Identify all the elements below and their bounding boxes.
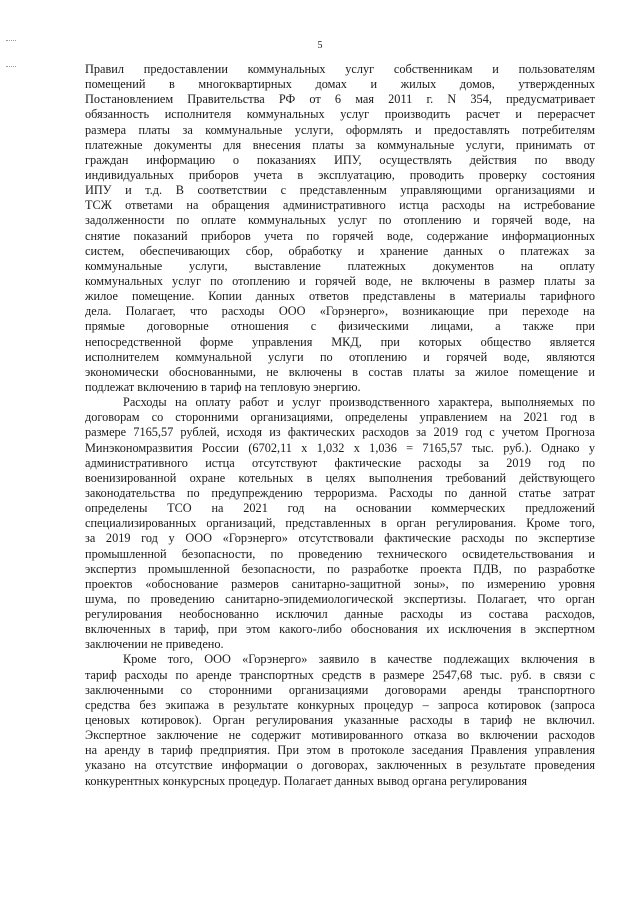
text-line: тариф расходы по аренде транспортных средств в размере 2547,68 тыс. руб. в связи с: [85, 667, 595, 682]
text-line: снятие показаний приборов учета по горячей воде, содержание информационных: [85, 228, 595, 243]
text-line: размера платы за коммунальные услуги, оформлять и предоставлять потребителям: [85, 122, 595, 137]
text-line: определены ТСО на 2021 год на основании коммерческих предложений: [85, 501, 595, 516]
page-number: 5: [317, 40, 323, 51]
text-line: договорам со сторонними организациями, определены управлением на 2021 год в: [85, 410, 595, 425]
text-line: обязанность исполнителя коммунальных услуг производить расчет и перерасчет: [85, 107, 595, 122]
text-line: ценовых котировок). Орган регулирования указанные расходы в тариф не включил.: [85, 713, 595, 728]
paragraph: [85, 62, 595, 395]
text-line: на аренду в тариф предприятия. При этом в протоколе заседания Правления управления: [85, 743, 595, 758]
text-line: подлежат включению в тариф на тепловую энергию.: [85, 379, 361, 394]
text-line: дела. Полагает, что расходы ООО «Горэнерго», возникающие при переходе на: [85, 304, 595, 319]
text-line: административного истца отсутствуют фактические расходы за 2019 год по: [85, 455, 595, 470]
text-line: законодательства по предупреждению терроризма. Расходы по данной статье затрат: [85, 485, 595, 500]
text-line: непосредственной форме управления МКД, при которых общество является: [85, 334, 595, 349]
paragraph: [85, 652, 595, 788]
text-line: индивидуальных приборов учета в эксплуатацию, проводить проверку состояния: [85, 167, 595, 182]
text-line: экономически обоснованными, не включены в состав платы за жилое помещение и: [85, 364, 595, 379]
text-line: конкурентных конкурсных процедур. Полагает данных вывод органа регулирования: [85, 773, 528, 788]
document-body: [85, 62, 595, 789]
paragraph: [85, 395, 595, 652]
text-line: прямые договорные отношения с физическими лицами, а также при: [85, 319, 595, 334]
text-line: средства без экипажа в результате конкурных процедур – запроса котировок (запроса: [85, 697, 595, 712]
text-line: коммунальных услуг по отоплению и горячей воде, не включены в размер платы за: [85, 273, 595, 288]
text-line: промышленной безопасности, по проведению технического освидетельствования и: [85, 546, 595, 561]
text-line: жилое помещение. Копии данных ответов представлены в материалы тарифного: [85, 289, 595, 304]
text-line: Экспертное заключение не содержит мотивированного отказа во включении расходов: [85, 728, 595, 743]
text-line: указано на отсутствие информации о договорах, заключенных в результате проведения: [85, 758, 595, 773]
text-line: помещений в многоквартирных домах и жилых домов, утвержденных: [85, 77, 595, 92]
text-line: военизированной охране котельных в целях выполнения требований действующего: [85, 470, 595, 485]
text-line: систем, обеспечивающих сбор, обработку и хранение данных о платежах за: [85, 243, 595, 258]
text-line: шума, по проведению санитарно-эпидемиологической экспертизы. Полагает, что орган: [85, 591, 595, 606]
text-line: Постановлением Правительства РФ от 6 мая 2011 г. N 354, предусматривает: [85, 92, 595, 107]
text-line: Минэкономразвития России (6702,11 х 1,032 х 1,036 = 7165,57 тыс. руб.). Однако у: [85, 440, 595, 455]
text-line: регулирования необоснованно исключил данные расходы из состава расходов,: [85, 607, 595, 622]
text-line: граждан информацию о показаниях ИПУ, осуществлять действия по вводу: [85, 152, 595, 167]
text-line: включенных в тариф, при этом какого-либо обоснования их исключения в экспертном: [85, 622, 595, 637]
text-line: заключении не приведено.: [85, 637, 224, 652]
text-line: заключенными со сторонними организациями договорами аренды транспортного: [85, 682, 595, 697]
text-line: задолженности по оплате коммунальных услуг по отоплению и горячей воде, на: [85, 213, 595, 228]
scan-margin-mark: [6, 66, 16, 71]
text-line: ИПУ и т.д. В соответствии с представленным управляющими организациями и: [85, 183, 595, 198]
text-line: Кроме того, ООО «Горэнерго» заявило в качестве подлежащих включения в: [123, 652, 595, 667]
text-line: специализированных организаций, представленных в орган регулирования. Кроме того,: [85, 516, 595, 531]
text-line: Правил предоставлении коммунальных услуг собственникам и пользователям: [85, 62, 595, 76]
scan-margin-mark: [6, 40, 16, 45]
text-line: Расходы на оплату работ и услуг производственного характера, выполняемых по: [123, 395, 595, 410]
text-line: проектов «обоснование размеров санитарно-защитной зоны», по измерению уровня: [85, 576, 595, 591]
text-line: за 2019 год у ООО «Горэнерго» отсутствовали фактические расходы по экспертизе: [85, 531, 595, 546]
text-line: коммунальные услуги, выставление платежных документов на оплату: [85, 258, 595, 273]
text-line: экспертиз промышленной безопасности, по разработке проекта ПДВ, по разработке: [85, 561, 595, 576]
text-line: платежные документы для внесения платы за коммунальные услуги, принимать от: [85, 137, 595, 152]
text-line: ТСЖ ответами на обращения административного истца расходы на истребование: [85, 198, 595, 213]
text-line: исполнителем коммунальной услуги по отоплению и горячей воде, являются: [85, 349, 595, 364]
text-line: размере 7165,57 рублей, исходя из фактических расходов за 2019 год с учетом Прогноза: [85, 425, 595, 440]
